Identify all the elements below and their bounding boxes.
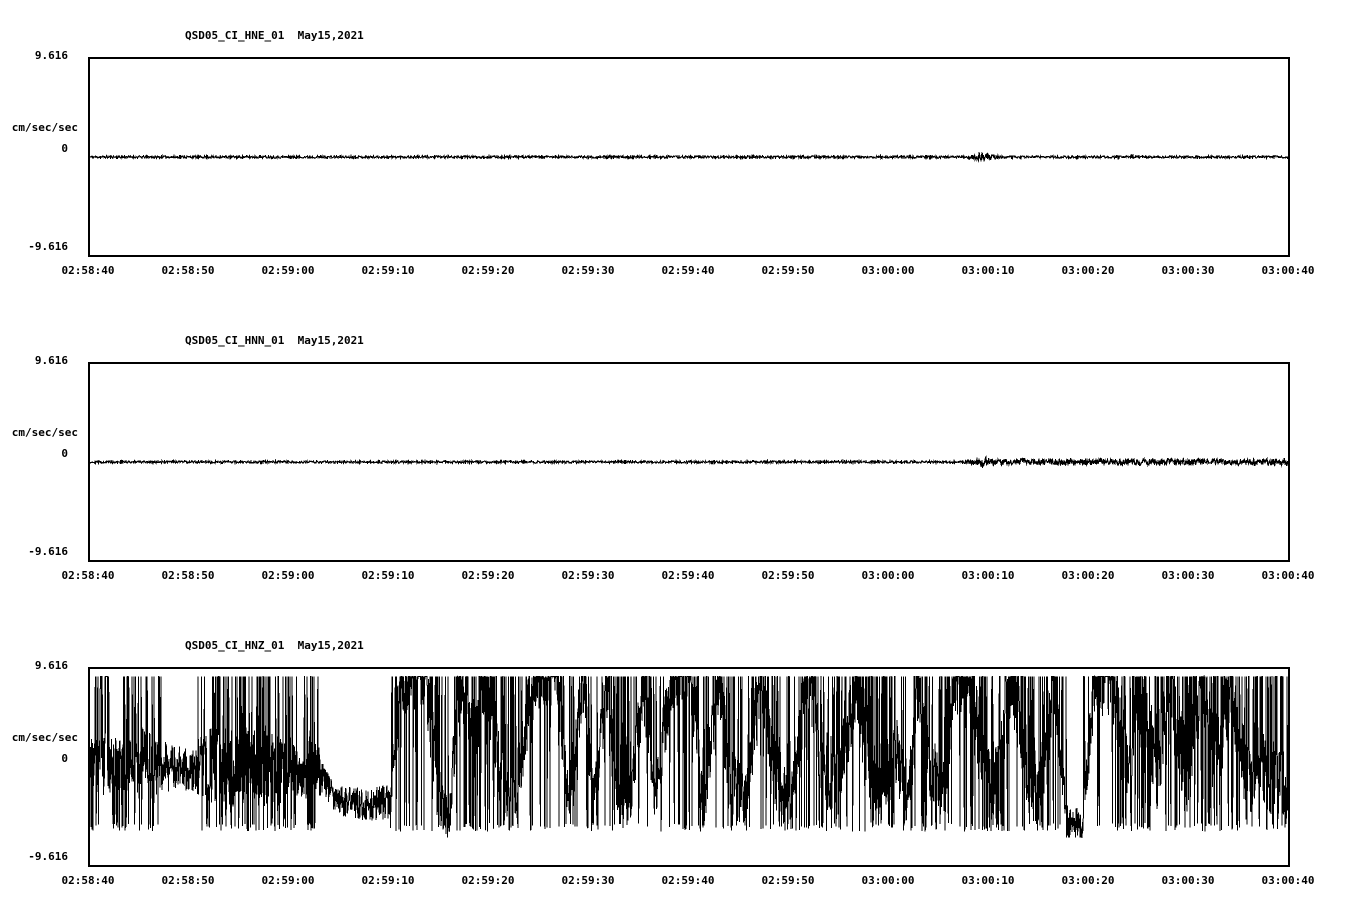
ylabel-hnz: cm/sec/sec [11,731,78,744]
xtick-hnz-7: 02:59:50 [761,874,815,887]
panel-hnn [0,305,1358,605]
trace-hnn [0,305,1358,605]
ytick-hnz-min: -9.616 [28,850,68,863]
ytick-hne-max: 9.616 [34,49,68,62]
xtick-hne-10: 03:00:20 [1061,264,1115,277]
plot-title-hnn: QSD05_CI_HNN_01 May15,2021 [185,334,364,347]
xtick-hnn-7: 02:59:50 [761,569,815,582]
xtick-hnz-9: 03:00:10 [961,874,1015,887]
xtick-hnn-1: 02:58:50 [161,569,215,582]
xtick-hnz-5: 02:59:30 [561,874,615,887]
xtick-hne-7: 02:59:50 [761,264,815,277]
xtick-hnn-12: 03:00:40 [1261,569,1315,582]
xtick-hnn-4: 02:59:20 [461,569,515,582]
xtick-hnz-12: 03:00:40 [1261,874,1315,887]
xtick-hnz-2: 02:59:00 [261,874,315,887]
ytick-hnn-max: 9.616 [34,354,68,367]
xtick-hnn-5: 02:59:30 [561,569,615,582]
xtick-hnn-0: 02:58:40 [61,569,115,582]
xtick-hnz-4: 02:59:20 [461,874,515,887]
xtick-hne-5: 02:59:30 [561,264,615,277]
panel-hne [0,0,1358,300]
ytick-hne-min: -9.616 [28,240,68,253]
xtick-hnz-0: 02:58:40 [61,874,115,887]
xtick-hnz-3: 02:59:10 [361,874,415,887]
ytick-hnn-min: -9.616 [28,545,68,558]
xtick-hnn-9: 03:00:10 [961,569,1015,582]
panel-hnz [0,614,1358,924]
ytick-hnz-max: 9.616 [34,659,68,672]
xtick-hnn-8: 03:00:00 [861,569,915,582]
xtick-hne-6: 02:59:40 [661,264,715,277]
xtick-hnz-11: 03:00:30 [1161,874,1215,887]
xtick-hne-1: 02:58:50 [161,264,215,277]
xtick-hnn-10: 03:00:20 [1061,569,1115,582]
xtick-hnz-1: 02:58:50 [161,874,215,887]
xtick-hne-3: 02:59:10 [361,264,415,277]
ylabel-hne: cm/sec/sec [11,121,78,134]
ytick-hnz-zero: 0 [61,752,68,765]
xtick-hnn-3: 02:59:10 [361,569,415,582]
xtick-hne-8: 03:00:00 [861,264,915,277]
xtick-hnn-2: 02:59:00 [261,569,315,582]
ylabel-hnn: cm/sec/sec [11,426,78,439]
xtick-hne-11: 03:00:30 [1161,264,1215,277]
plot-title-hne: QSD05_CI_HNE_01 May15,2021 [185,29,364,42]
xtick-hne-12: 03:00:40 [1261,264,1315,277]
plot-title-hnz: QSD05_CI_HNZ_01 May15,2021 [185,639,364,652]
xtick-hne-4: 02:59:20 [461,264,515,277]
xtick-hnn-6: 02:59:40 [661,569,715,582]
xtick-hne-0: 02:58:40 [61,264,115,277]
xtick-hnn-11: 03:00:30 [1161,569,1215,582]
ytick-hnn-zero: 0 [61,447,68,460]
trace-hne [0,0,1358,300]
ytick-hne-zero: 0 [61,142,68,155]
xtick-hnz-8: 03:00:00 [861,874,915,887]
xtick-hnz-10: 03:00:20 [1061,874,1115,887]
xtick-hne-9: 03:00:10 [961,264,1015,277]
xtick-hnz-6: 02:59:40 [661,874,715,887]
xtick-hne-2: 02:59:00 [261,264,315,277]
